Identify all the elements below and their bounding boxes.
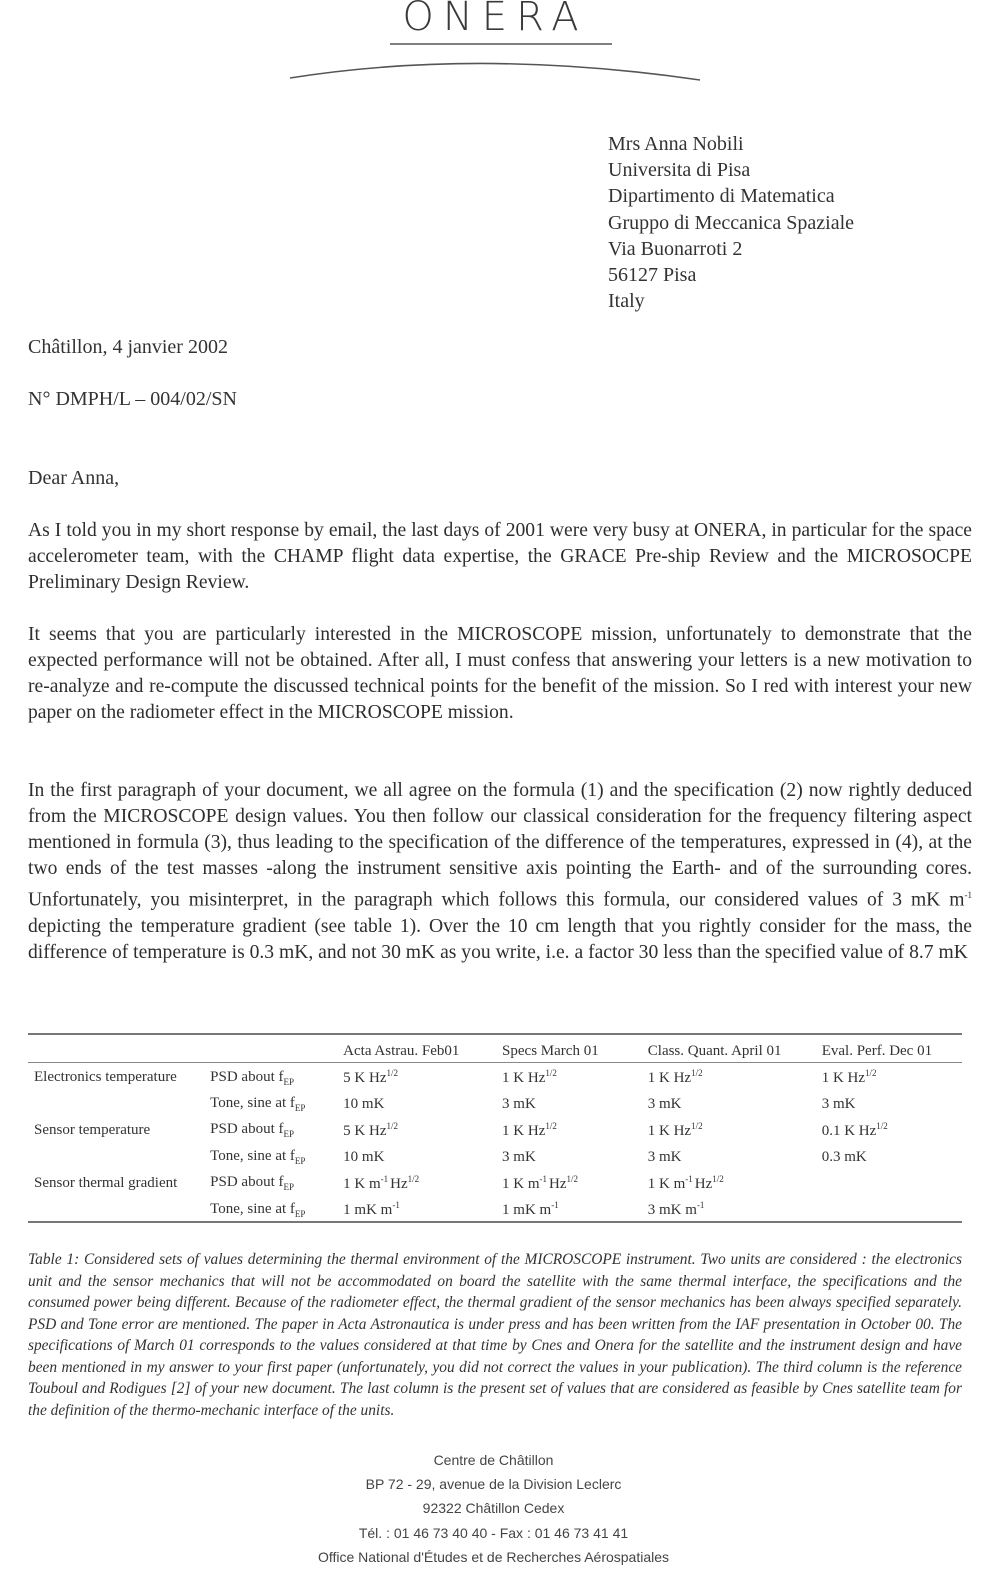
cell-superscript: -1 bbox=[380, 1173, 389, 1184]
cell-text: Hz bbox=[549, 1175, 567, 1192]
cell-superscript: 1/2 bbox=[691, 1120, 703, 1131]
table-row-type-label bbox=[210, 1170, 343, 1196]
table-row-group-label: Sensor temperature bbox=[34, 1121, 151, 1138]
table-header-row bbox=[28, 1038, 962, 1064]
address-line: 56127 Pisa bbox=[608, 264, 697, 287]
table-cell bbox=[502, 1117, 648, 1143]
cell-text: 10 mK bbox=[343, 1096, 385, 1113]
date-line: Châtillon, 4 janvier 2002 bbox=[28, 336, 228, 358]
table-cell bbox=[502, 1064, 648, 1090]
cell-superscript: 1/2 bbox=[865, 1068, 877, 1079]
table-body bbox=[28, 1064, 962, 1222]
table-cell bbox=[822, 1170, 962, 1196]
table-cell bbox=[822, 1091, 962, 1117]
cell-text: 5 K Hz bbox=[343, 1122, 387, 1139]
table-row-group-label bbox=[28, 1091, 210, 1117]
paragraph-3-superscript: -1 bbox=[964, 890, 972, 900]
table-cell bbox=[343, 1196, 502, 1222]
table-row-group-label bbox=[28, 1144, 210, 1170]
cell-text: 3 mK m bbox=[647, 1202, 697, 1219]
cell-text: 1 K Hz bbox=[821, 1070, 866, 1087]
table-row bbox=[28, 1091, 962, 1117]
table-row-group-label: Sensor thermal gradient bbox=[34, 1174, 178, 1191]
table-cell bbox=[648, 1170, 822, 1196]
type-subscript: EP bbox=[294, 1155, 306, 1166]
cell-superscript: 1/2 bbox=[545, 1120, 557, 1131]
paragraph-1: As I told you in my short response by email, the last days of 2001 were very busy at ONERA, in particular for the space accelerometer team, with the CHAMP flight data expertise, the GRACE Pre-ship Review and the MICROSOCPE Preliminary Design Review. bbox=[28, 520, 972, 593]
table-cell bbox=[343, 1117, 502, 1143]
cell-text: 3 mK bbox=[502, 1096, 536, 1113]
cell-superscript: -1 bbox=[685, 1173, 693, 1184]
table-header-empty bbox=[210, 1038, 343, 1064]
cell-superscript: -1 bbox=[392, 1200, 400, 1211]
table-cell bbox=[822, 1196, 962, 1222]
table-row bbox=[28, 1170, 962, 1196]
cell-superscript: 1/2 bbox=[386, 1120, 398, 1131]
cell-text: Hz bbox=[694, 1175, 713, 1192]
table-header-cell: Specs March 01 bbox=[502, 1042, 599, 1059]
footer-line: Centre de Châtillon bbox=[433, 1452, 554, 1468]
table-row bbox=[28, 1064, 962, 1090]
cell-text: Hz bbox=[390, 1175, 408, 1192]
table-row-type-label bbox=[210, 1117, 343, 1143]
cell-text: 3 mK bbox=[647, 1096, 682, 1113]
cell-text: 1 mK m bbox=[343, 1202, 393, 1219]
cell-text: 3 mK bbox=[821, 1096, 856, 1113]
table-cell bbox=[822, 1117, 962, 1143]
paragraph-3-part-2: depicting the temperature gradient (see table 1). Over the 10 cm length that you rightly consider for the mass, the difference of temperature is 0.3 mK, and not 30 mK as you write, i.e. a factor 30 less than the specified value of 8.7 mK bbox=[28, 915, 972, 963]
table-cell bbox=[343, 1091, 502, 1117]
type-subscript: EP bbox=[283, 1076, 294, 1087]
table-row-type-label bbox=[210, 1144, 343, 1170]
thermal-values-table bbox=[28, 1038, 962, 1223]
cell-text: 1 K m bbox=[502, 1175, 540, 1192]
type-text: PSD about f bbox=[210, 1121, 284, 1138]
address-line: Via Buonarroti 2 bbox=[608, 237, 743, 260]
footer-line: BP 72 - 29, avenue de la Division Leclerc bbox=[365, 1476, 622, 1493]
table-cell bbox=[822, 1064, 962, 1090]
cell-text: 0.1 K Hz bbox=[821, 1122, 877, 1139]
table-cell bbox=[502, 1091, 648, 1117]
table-cell bbox=[648, 1196, 822, 1222]
cell-superscript: -1 bbox=[539, 1173, 548, 1184]
table-caption: Table 1: Considered sets of values determining the thermal environment of the MICROSCOPE instrument. Two units are considered : the electronics unit and the sensor mechanics that will not be accommodated on board the satellite with the same thermal interface, the specifications and the consumed power being different. Because of the radiometer effect, the thermal gradient of the sensor mechanics has been always specified separately. PSD and Tone error are mentioned. The paper in Acta Astronautica is under press and has been written from the IAF presentation in October 00. The specifications of March 01 corresponds to the values considered at that time by Cnes and Onera for the satellite and the instrument design and have been mentioned in my answer to your first paper (unfortunately, you did not correct the values in your publication). The third column is the reference Touboul and Rodigues [2] of your new document. The last column is the present set of values that are considered as feasible by Cnes satellite team for the definition of the thermo-mechanic interface of the units. bbox=[28, 1251, 962, 1419]
table-row bbox=[28, 1144, 962, 1170]
table-row bbox=[28, 1196, 962, 1222]
table-row-group-label bbox=[28, 1196, 210, 1222]
table-row-group-label: Electronics temperature bbox=[34, 1069, 177, 1086]
cell-superscript: 1/2 bbox=[712, 1173, 724, 1184]
cell-text: 3 mK bbox=[502, 1149, 536, 1166]
cell-superscript: 1/2 bbox=[386, 1068, 398, 1079]
table-cell bbox=[502, 1196, 648, 1222]
table-row-type-label bbox=[210, 1064, 343, 1090]
paragraph-3 bbox=[28, 778, 972, 966]
table-row bbox=[28, 1117, 962, 1143]
table-cell bbox=[648, 1091, 822, 1117]
type-text: PSD about f bbox=[210, 1068, 284, 1085]
footer-line: 92322 Châtillon Cedex bbox=[422, 1500, 565, 1517]
cell-text: 1 K Hz bbox=[647, 1122, 692, 1139]
type-text: PSD about f bbox=[210, 1174, 284, 1191]
table-header-cell: Acta Astrau. Feb01 bbox=[343, 1042, 460, 1059]
table-cell bbox=[343, 1144, 502, 1170]
salutation: Dear Anna, bbox=[28, 467, 120, 489]
logo-wordmark: ONERA bbox=[402, 0, 588, 40]
table-cell bbox=[648, 1144, 822, 1170]
table-row-type-label bbox=[210, 1091, 343, 1117]
cell-text: 1 K m bbox=[343, 1175, 381, 1192]
cell-text: 1 K Hz bbox=[502, 1070, 546, 1087]
address-line: Italy bbox=[608, 290, 645, 313]
footer-line: Tél. : 01 46 73 40 40 - Fax : 01 46 73 41 41 bbox=[358, 1524, 629, 1541]
address-line: Gruppo di Meccanica Spaziale bbox=[608, 211, 855, 234]
cell-text: 1 mK m bbox=[502, 1202, 552, 1219]
reference-number: N° DMPH/L – 004/02/SN bbox=[28, 388, 237, 410]
footer-address bbox=[0, 1448, 987, 1569]
cell-superscript: -1 bbox=[696, 1200, 705, 1211]
table-cell bbox=[343, 1170, 502, 1196]
cell-text: 10 mK bbox=[343, 1149, 385, 1166]
table-cell bbox=[648, 1117, 822, 1143]
cell-superscript: 1/2 bbox=[407, 1173, 420, 1184]
cell-text: 3 mK bbox=[647, 1149, 682, 1166]
table-header-empty bbox=[28, 1038, 210, 1064]
address-line: Mrs Anna Nobili bbox=[608, 133, 744, 155]
address-line: Dipartimento di Matematica bbox=[608, 185, 835, 208]
address-line: Universita di Pisa bbox=[608, 159, 751, 182]
table-cell bbox=[822, 1144, 962, 1170]
table-top-rule bbox=[28, 1033, 962, 1035]
type-text: Tone, sine at f bbox=[210, 1147, 295, 1164]
table-cell bbox=[648, 1064, 822, 1090]
cell-superscript: -1 bbox=[551, 1200, 559, 1211]
type-subscript: EP bbox=[294, 1102, 306, 1113]
table-header-cell: Eval. Perf. Dec 01 bbox=[821, 1042, 933, 1059]
type-subscript: EP bbox=[283, 1182, 294, 1193]
table-cell bbox=[502, 1144, 648, 1170]
recipient-address bbox=[608, 131, 968, 314]
type-text: Tone, sine at f bbox=[210, 1094, 295, 1111]
cell-superscript: 1/2 bbox=[691, 1068, 703, 1079]
paragraph-3-part-1: In the first paragraph of your document, we all agree on the formula (1) and the specification (2) now rightly deduced from the MICROSCOPE design values. You then follow our classical consideration for the frequency filtering aspect mentioned in formula (3), thus leading to the specification of the difference of the temperatures, expressed in (4), at the two ends of the test masses -along the instrument sensitive axis pointing the Earth- and of the surrounding cores. Unfortunately, you misinterpret, in the paragraph which follows this formula, our considered values of 3 mK m bbox=[28, 780, 972, 911]
type-subscript: EP bbox=[283, 1129, 294, 1140]
table-row-type-label bbox=[210, 1196, 343, 1222]
cell-text: 5 K Hz bbox=[343, 1070, 387, 1087]
paragraph-2: It seems that you are particularly interested in the MICROSCOPE mission, unfortunately to demonstrate that the expected performance will not be obtained. After all, I must confess that answering your letters is a new motivation to re-analyze and re-compute the discussed technical points for the benefit of the mission. So I red with interest your new paper on the radiometer effect in the MICROSCOPE mission. bbox=[28, 624, 972, 723]
table-cell bbox=[343, 1064, 502, 1090]
cell-text: 1 K Hz bbox=[502, 1122, 546, 1139]
cell-text: 1 K Hz bbox=[647, 1070, 692, 1087]
table-header-cell: Class. Quant. April 01 bbox=[647, 1042, 782, 1059]
type-text: Tone, sine at f bbox=[210, 1200, 295, 1217]
cell-text: 0.3 mK bbox=[821, 1149, 867, 1166]
cell-superscript: 1/2 bbox=[876, 1120, 888, 1131]
cell-text: 1 K m bbox=[647, 1175, 686, 1192]
cell-superscript: 1/2 bbox=[545, 1068, 557, 1079]
type-subscript: EP bbox=[294, 1208, 306, 1219]
table-cell bbox=[502, 1170, 648, 1196]
cell-superscript: 1/2 bbox=[566, 1173, 579, 1184]
footer-line: Office National d'Études et de Recherches Aérospatiales bbox=[317, 1548, 670, 1565]
